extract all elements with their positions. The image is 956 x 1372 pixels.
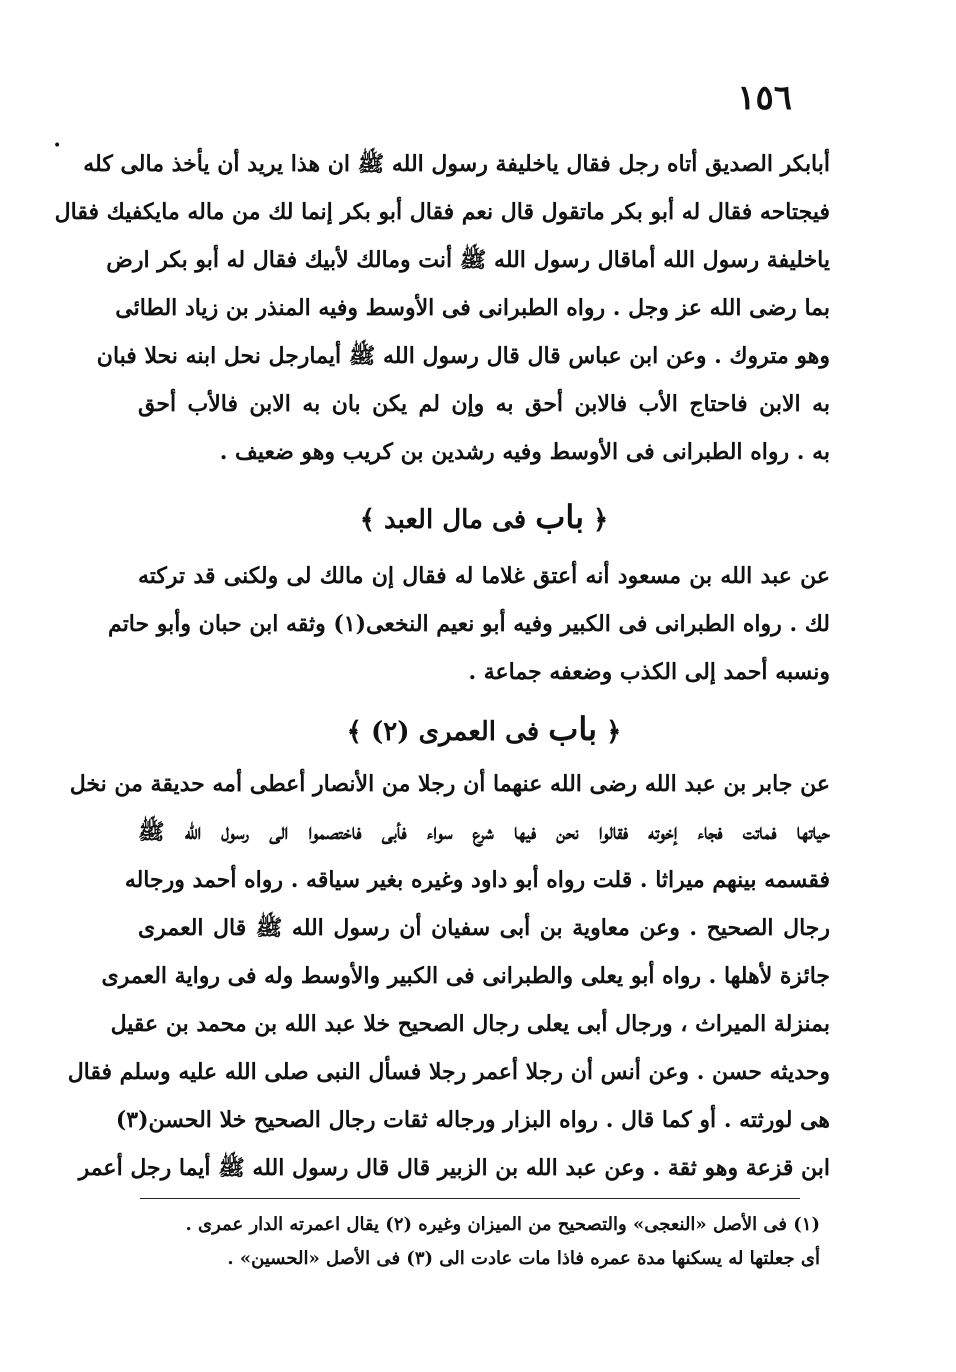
page-number: ١٥٦: [737, 78, 792, 118]
chapter-heading-slave-property: [138, 493, 830, 541]
chapter-heading-umra: [138, 705, 830, 753]
section-umra: [67, 760, 831, 1192]
section-slave-property: [108, 552, 830, 696]
text-line: ياخليفة رسول الله أماقال رسول الله ﷺ أنت ومالك لأبيك فقال له أبو بكر ارض: [106, 247, 830, 273]
text-line: حياتها فماتت فجاء إخوته فقالوا نحن فيها شرع سواء فأبى فاختصموا الى رسول الله ﷺ: [138, 819, 831, 845]
text-line: بما رضى الله عز وجل . رواه الطبرانى فى الأوسط وفيه المنذر بن زياد الطائى: [115, 295, 830, 321]
text-line: ونسبه أحمد إلى الكذب وضعفه جماعة .: [468, 659, 830, 685]
text-line: فقسمه بينهم ميراثا . قلت رواه أبو داود وغيره بغير سياقه . رواه أحمد ورجاله: [124, 867, 830, 893]
text-line: بمنزلة الميراث ، ورجال أبى يعلى رجال الصحيح خلا عبد الله بن محمد بن عقيل: [110, 1011, 830, 1037]
footnote-line: (١) فى الأصل «النعجى» والتصحيح من الميزان وغيره (٢) يقال اعمرته الدار عمرى .: [185, 1214, 820, 1235]
margin-mark: •: [53, 138, 62, 154]
text-line: فيجتاحه فقال له أبو بكر ماتقول قال نعم فقال أبو بكر إنما لك من ماله مايكفيك فقال: [54, 199, 830, 225]
text-line: عن عبد الله بن مسعود أنه أعتق غلاما له فقال إن مالك لى ولكنى قد تركته: [138, 563, 830, 589]
ornament-open: ﴿: [606, 717, 622, 747]
text-line: عن جابر بن عبد الله رضى الله عنهما أن رجلا من الأنصار أعطى أمه حديقة من نخل: [69, 771, 830, 797]
text-line: به الابن فاحتاج الأب فالابن أحق به وإن لم يكن بان به الابن فالأب أحق: [138, 391, 830, 417]
heading-bab: باب: [548, 710, 598, 748]
text-line: هى لورثته . أو كما قال . رواه البزار ورجاله ثقات رجال الصحيح خلا الحسن(٣): [115, 1107, 830, 1133]
footnote-line: أى جعلتها له يسكنها مدة عمره فاذا مات عادت الى (٣) فى الأصل «الحسين» .: [227, 1248, 820, 1269]
text-line: لك . رواه الطبرانى فى الكبير وفيه أبو نعيم النخعى(١) وثقه ابن حبان وأبو حاتم: [108, 611, 830, 637]
heading-bab: باب: [535, 498, 584, 536]
text-line: جائزة لأهلها . رواه أبو يعلى والطبرانى فى الكبير والأوسط وله فى رواية العمرى: [101, 963, 830, 989]
ornament-close: ﴾: [346, 717, 362, 747]
footnote-divider: [140, 1198, 800, 1199]
text-line: أبابكر الصديق أتاه رجل فقال ياخليفة رسول الله ﷺ ان هذا يريد أن يأخذ مالى كله: [83, 151, 830, 177]
ornament-close: ﴾: [359, 505, 375, 535]
heading-title: فى العمرى (٢): [370, 717, 540, 747]
text-line: رجال الصحيح . وعن معاوية بن أبى سفيان أن رسول الله ﷺ قال العمرى: [138, 915, 830, 941]
text-line: ابن قزعة وهو ثقة . وعن عبد الله بن الزبير قال قال رسول الله ﷺ أيما رجل أعمر: [78, 1155, 830, 1181]
section-intro: [54, 140, 830, 476]
footnotes: [185, 1208, 820, 1276]
heading-title: فى مال العبد: [384, 505, 527, 535]
text-line: وحديثه حسن . وعن أنس أن رجلا أعمر رجلا فسأل النبى صلى الله عليه وسلم فقال: [67, 1059, 830, 1085]
ornament-open: ﴿: [593, 505, 609, 535]
text-line: وهو متروك . وعن ابن عباس قال قال رسول الله ﷺ أيمارجل نحل ابنه نحلا فبان: [96, 343, 830, 369]
text-line: به . رواه الطبرانى فى الأوسط وفيه رشدين بن كريب وهو ضعيف .: [219, 439, 830, 465]
